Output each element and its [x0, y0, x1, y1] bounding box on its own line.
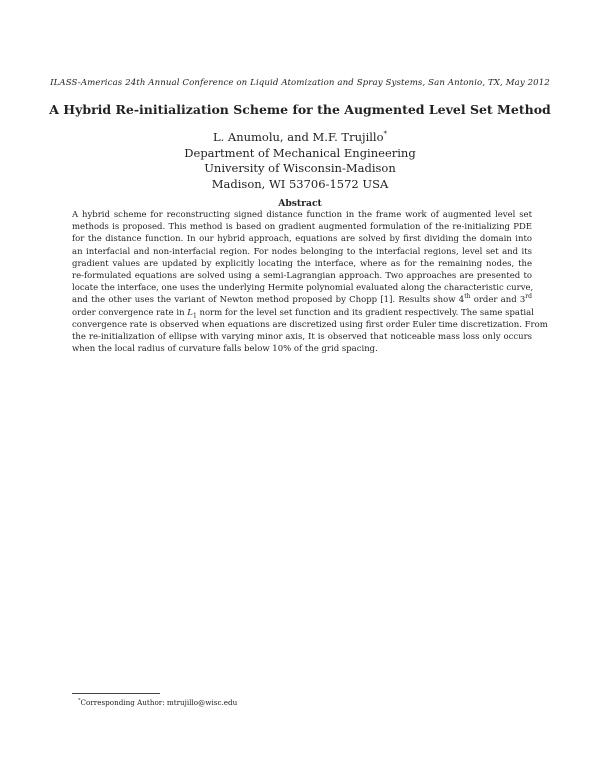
author-names-text: L. Anumolu, and M.F. Trujillo — [212, 130, 384, 144]
abstract-body — [72, 209, 548, 355]
conference-header: ILASS-Americas 24th Annual Conference on Liquid Atomization and Spray Systems, San Antonio, TX, May 2012 — [50, 78, 550, 88]
abstract-line: for the distance function. In our hybrid approach, equations are solved by first dividing the domain into — [72, 234, 532, 245]
footnote-text: Corresponding Author: mtrujillo@wisc.edu — [80, 698, 238, 707]
author-block — [0, 130, 600, 192]
corresponding-mark: * — [383, 130, 388, 139]
superscript: rd — [525, 293, 532, 301]
paper-title: A Hybrid Re-initialization Scheme for the Augmented Level Set Method — [49, 102, 551, 117]
abstract-line: gradient values are updated by explicitly locating the interface, where as for the remaining nodes, the — [72, 258, 532, 269]
superscript: th — [464, 293, 471, 301]
abstract-line: convergence rate is observed when equations are discretized using first order Euler time discretization. From — [72, 319, 548, 330]
author-university: University of Wisconsin-Madison — [204, 161, 396, 175]
abstract-line: an interfacial and non-interfacial region. For nodes belonging to the interfacial regions, level set and its — [72, 246, 532, 257]
abstract-line: re-formulated equations are solved using a semi-Lagrangian approach. Two approaches are presented to — [72, 270, 532, 281]
abstract-line: the re-initialization of ellipse with varying minor axis, It is observed that noticeable mass loss only occurs — [72, 331, 532, 342]
abstract-heading: Abstract — [278, 198, 322, 209]
author-department: Department of Mechanical Engineering — [184, 145, 416, 160]
abstract-line: when the local radius of curvature falls below 10% of the grid spacing. — [72, 344, 378, 355]
author-names — [0, 130, 600, 146]
author-address: Madison, WI 53706-1572 USA — [211, 176, 389, 191]
abstract-line: methods is proposed. This method is based on gradient augmented formulation of the re-initializing PDE — [72, 222, 532, 233]
subscript: 1 — [192, 312, 197, 320]
abstract-line: A hybrid scheme for reconstructing signed distance function in the frame work of augmented level set — [72, 210, 532, 220]
abstract-text: and the other uses the variant of Newton method proposed by Chopp [1]. Results show 4 — [72, 295, 465, 306]
abstract-line: locate the interface, one uses the underlying Hermite polynomial evaluated along the characteristic curve, — [72, 283, 534, 294]
abstract-line — [72, 307, 532, 319]
norm-symbol: L — [187, 307, 193, 318]
abstract-text: order convergence rate in — [72, 307, 188, 318]
footnote-mark: * — [78, 697, 81, 704]
footnote — [78, 698, 237, 707]
abstract-text: order and 3 — [470, 295, 526, 306]
abstract-line — [72, 294, 532, 306]
abstract-text: norm for the level set function and its gradient respectively. The same spatial — [196, 307, 534, 318]
footnote-rule — [72, 693, 160, 694]
